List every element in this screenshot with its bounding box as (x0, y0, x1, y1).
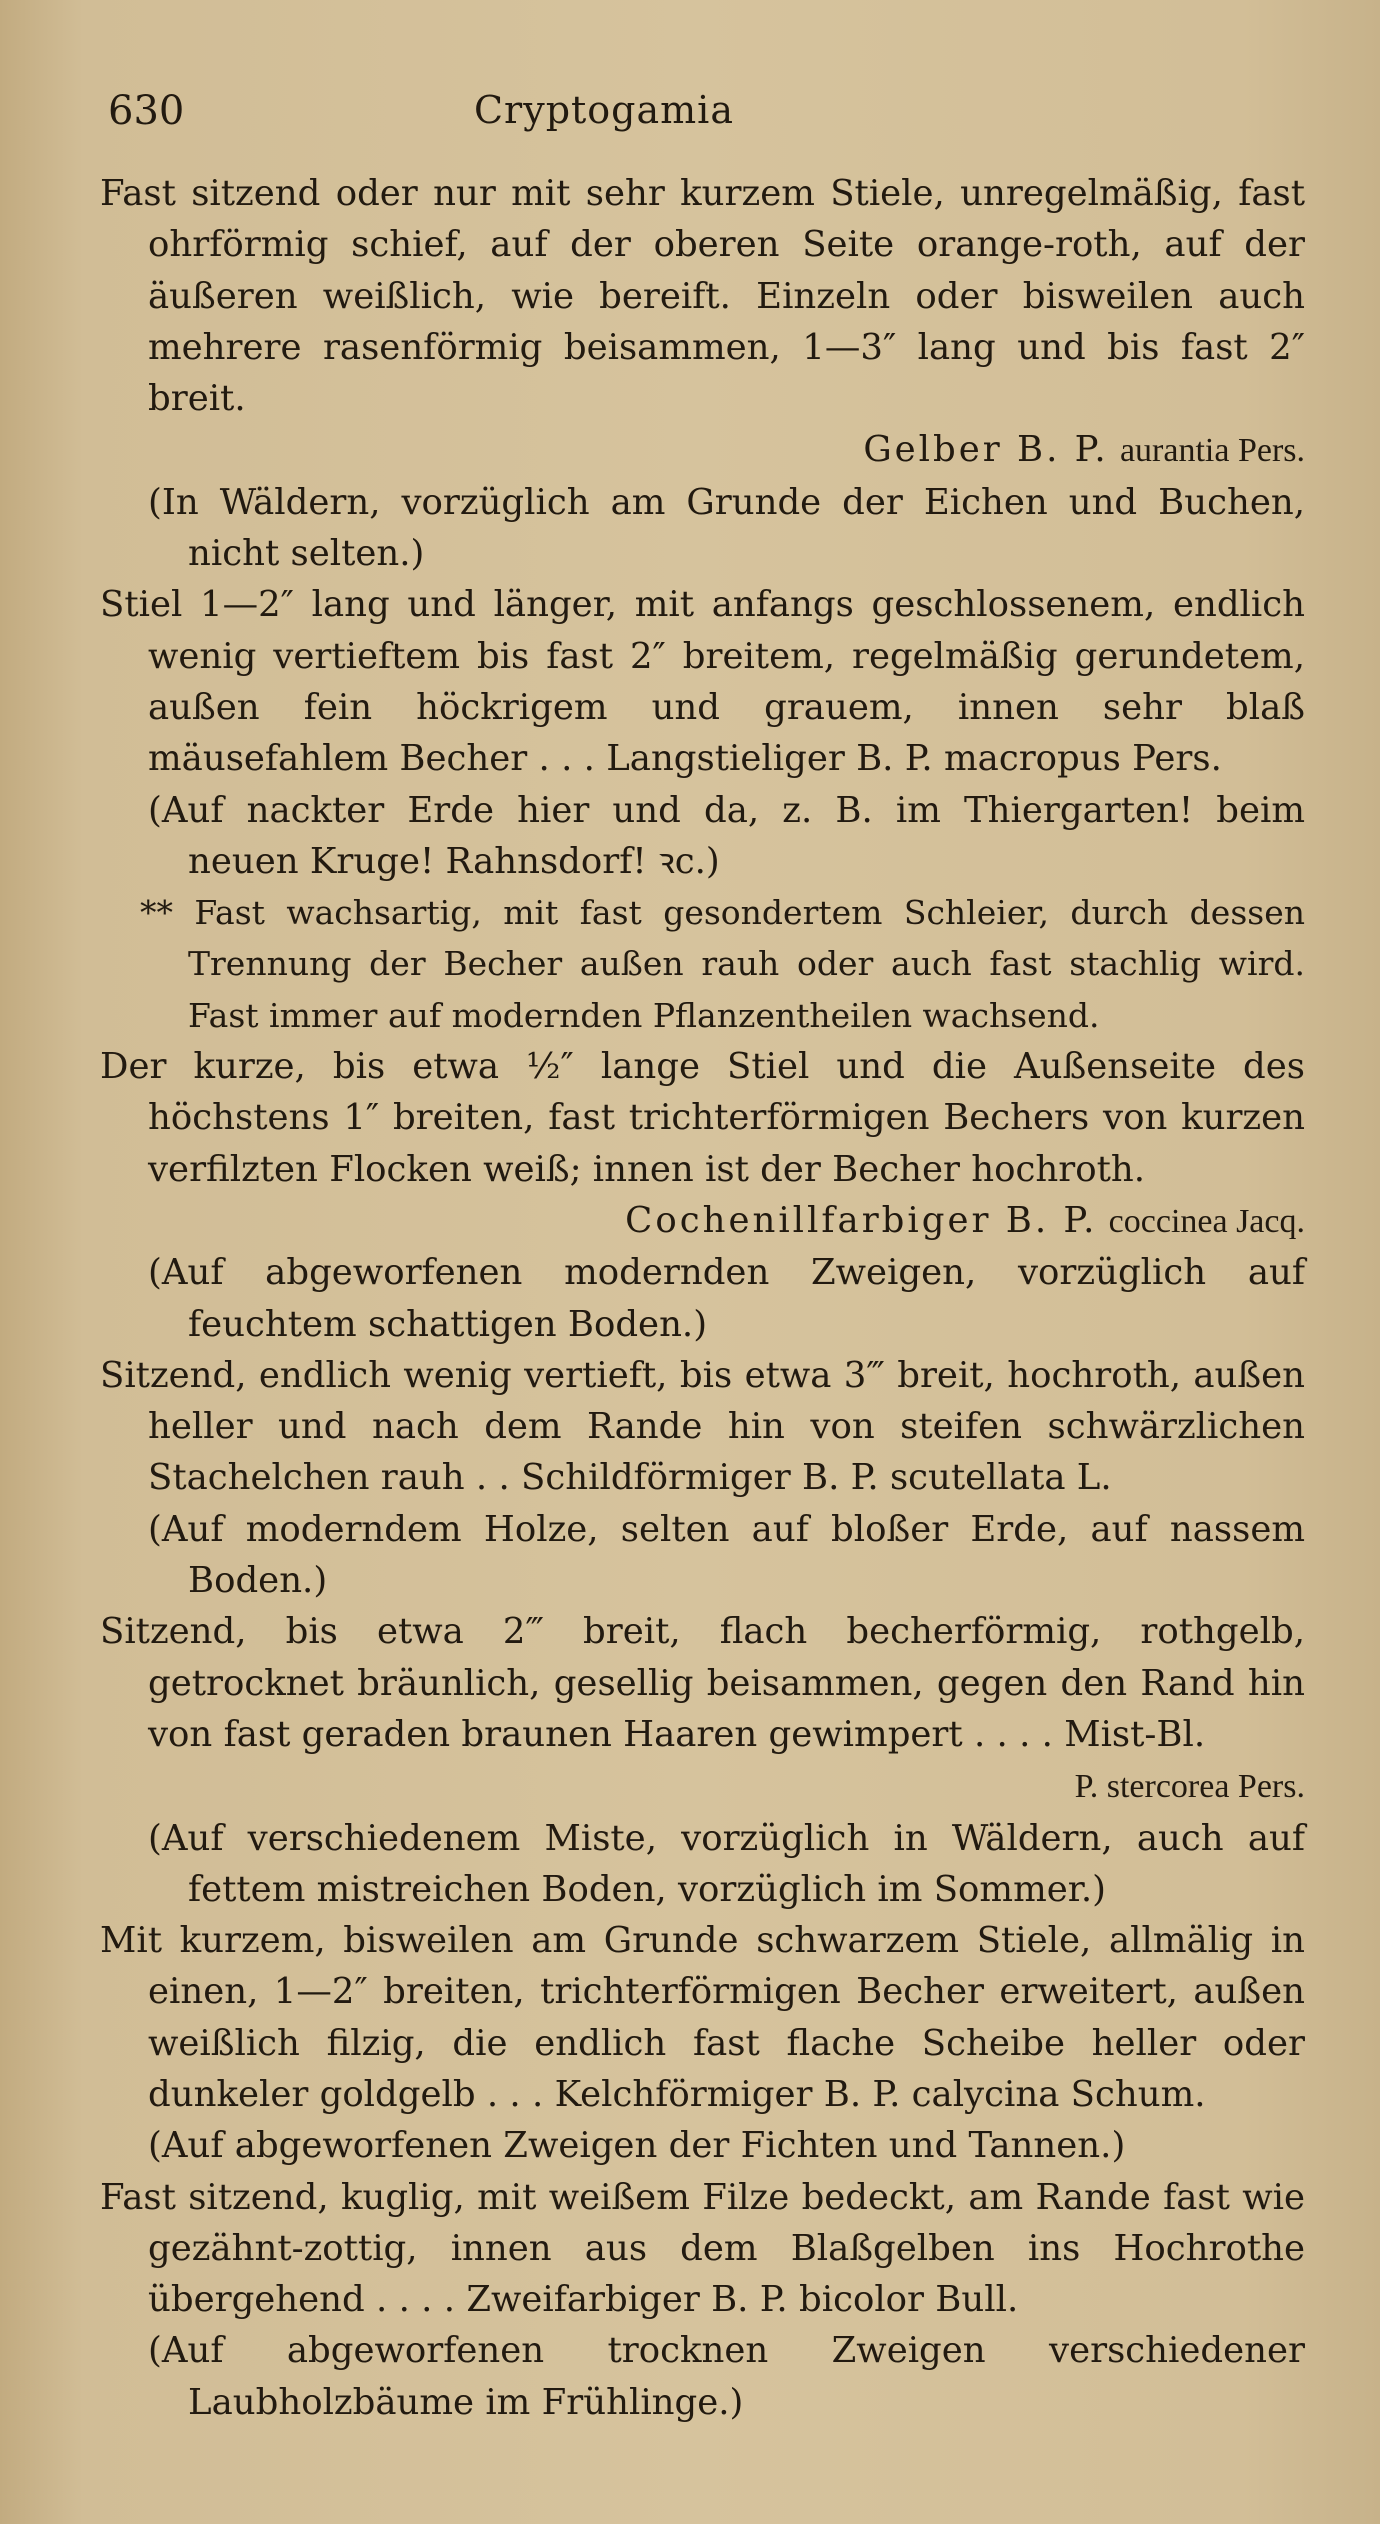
habitat-note: (In Wäldern, vorzüglich am Grunde der Eichen und Buchen, nicht selten.) (148, 481, 1305, 575)
species-common-name: Cochenillfarbiger B. P. (625, 1199, 1098, 1241)
description-paragraph: Fast sitzend oder nur mit sehr kurzem Stiele, unregelmäßig, fast ohrförmig schief, auf der oberen Seite orange-roth, auf der äußeren weißlich, wie bereift. Einzeln oder bisweilen auch mehrere rasenförmig beisammen, 1—3″ lang und bis fast 2″ breit. (100, 173, 1305, 420)
running-title: Cryptogamia (473, 88, 734, 132)
section-note: ** Fast wachsartig, mit fast gesondertem Schleier, durch dessen Trennung der Becher außen rauh oder auch fast stachlig wird. Fast immer auf modernden Pflanzentheilen wachsend. (140, 893, 1305, 1035)
description-paragraph: Sitzend, endlich wenig vertieft, bis etwa 3‴ breit, hochroth, außen heller und nach dem Rande hin von steifen schwärzlichen Stachelchen rauh . . Schildförmiger B. P. scutellata L. (100, 1354, 1305, 1499)
page-header (108, 88, 1300, 138)
species-common-name: Gelber B. P. (863, 429, 1109, 471)
habitat-note: (Auf abgeworfenen Zweigen der Fichten und Tannen.) (148, 2125, 1126, 2167)
species-latin-name: coccinea Jacq. (1108, 1202, 1305, 1240)
habitat-note: (Auf verschiedenem Miste, vorzüglich in Wäldern, auch auf fettem mistreichen Boden, vorzüglich im Sommer.) (148, 1817, 1305, 1910)
page-number: 630 (108, 88, 185, 134)
description-paragraph: Fast sitzend, kuglig, mit weißem Filze bedeckt, am Rande fast wie gezähnt-zottig, innen aus dem Blaßgelben ins Hochrothe übergehend . . . . Zweifarbiger B. P. bicolor Bull. (100, 2176, 1305, 2321)
page-body (100, 168, 1305, 2428)
species-latin-name: P. stercorea Pers. (1074, 1768, 1305, 1806)
habitat-note: (Auf nackter Erde hier und da, z. B. im Thiergarten! beim neuen Kruge! Rahnsdorf! ꝛc.) (148, 789, 1305, 882)
habitat-note: (Auf abgeworfenen trocknen Zweigen verschiedener Laubholzbäume im Frühlinge.) (148, 2330, 1305, 2423)
description-paragraph: Der kurze, bis etwa ½″ lange Stiel und die Außenseite des höchstens 1″ breiten, fast trichterförmigen Bechers von kurzen verfilzten Flocken weiß; innen ist der Becher hochroth. (100, 1046, 1305, 1190)
species-name-line (100, 1760, 1305, 1812)
description-paragraph: Stiel 1—2″ lang und länger, mit anfangs geschlossenem, endlich wenig vertieftem bis fast 2″ breitem, regelmäßig gerundetem, außen fein höckrigem und grauem, innen sehr blaß mäusefahlem Becher . . . Langstieliger B. P. macropus Pers. (100, 584, 1305, 780)
description-paragraph: Sitzend, bis etwa 2‴ breit, flach becherförmig, rothgelb, getrocknet bräunlich, gesellig beisammen, gegen den Rand hin von fast geraden braunen Haaren gewimpert . . . . Mist-Bl. (100, 1611, 1305, 1755)
species-name-line (100, 1195, 1305, 1247)
species-latin-name: aurantia Pers. (1119, 432, 1305, 470)
habitat-note: (Auf moderndem Holze, selten auf bloßer Erde, auf nassem Boden.) (148, 1508, 1305, 1602)
habitat-note: (Auf abgeworfenen modernden Zweigen, vorzüglich auf feuchtem schattigen Boden.) (148, 1252, 1305, 1345)
description-paragraph: Mit kurzem, bisweilen am Grunde schwarzem Stiele, allmälig in einen, 1—2″ breiten, trichterförmigen Becher erweitert, außen weißlich filzig, die endlich fast flache Scheibe heller oder dunkeler goldgelb . . . Kelchförmiger B. P. calycina Schum. (100, 1920, 1305, 2115)
species-name-line (100, 424, 1305, 476)
